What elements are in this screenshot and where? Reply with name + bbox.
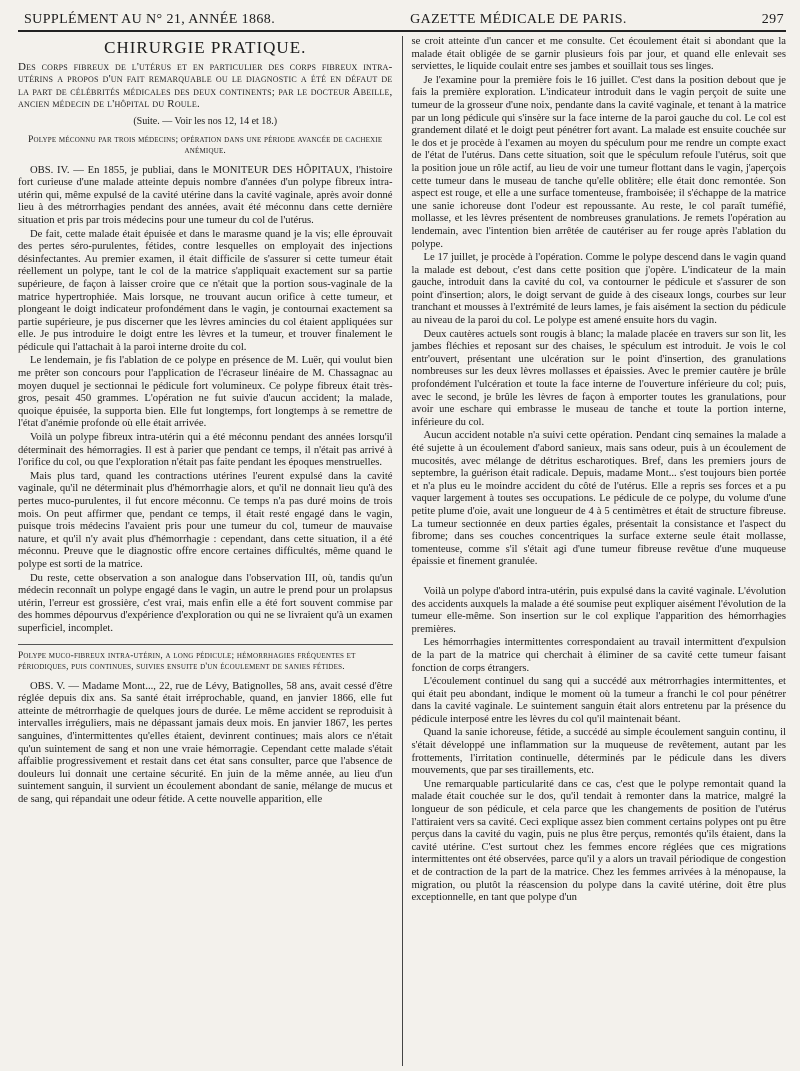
text-columns [18,36,786,1066]
paragraph: Une remarquable particularité dans ce cas, c'est que le polype remontait quand la malade était couchée sur le dos, qu'il tendait à remonter dans la matrice, malgré la longueur de son pédicule, et cela parce que les changements de position de l'utérus l'attiraient vers sa cavité. Ceci explique assez bien comment certains polypes ont pu être perçus dans la cavité du vagin, puis ne plus être perçus, remontés qu'ils étaient, dans la cavité utérine. C'est surtout chez les femmes encore réglées que ces migrations intermittentes ont été observées, parce qu'il y a alors un travail périodique de congestion et de contraction de la part de la matrice. Chez les femmes arrivées à la ménopause, la migration, ou plutôt la réascension du polype dans la cavité utérine, doit être plus exceptionnelle, en tant que polype d'un [411,778,786,904]
paragraph: Du reste, cette observation a son analogue dans l'observation III, où, tandis qu'un médecin reconnaît un polype engagé dans le vagin, un autre le prend pour un prolapsus utérin, l'erreur est grossière, c'est vrai, mais enfin elle a été fort souvent commise par des hommes dépourvus d'expérience d'exploration ou qui ne se livraient qu'à un examen superficiel, incomplet. [18,572,393,634]
right-column [411,36,786,1066]
paragraph: Je l'examine pour la première fois le 16 juillet. C'est dans la position debout que je fais la première exploration. L'indicateur introduit dans le vagin perçoit de suite une tumeur de la grosseur d'une noix, pendante dans la cavité vaginale, et tenant à la matrice par un long pédicule qui s'insère sur la face interne de la paroi gauche du col. Le col est grandement dilaté et le doigt peut pénétrer fort avant. La malade est ensuite couchée sur le dos et je procède à l'examen au moyen du spéculum pour me rendre un compte exact de l'état de l'utérus. Dans cette situation, soit que le spéculum refoule l'utérus, soit que la position joue un rôle actif, au lieu de voir une tumeur flottant dans le vagin, j'aperçois cette tumeur dans le museau de tanche qu'elle oblitère; elle était donc remontée. Son aspect est rouge, et elle a une surface tomenteuse, framboisée; il s'échappe de la matrice une sanie ichoreuse dont l'odeur est repoussante. Au reste, le col paraît tuméfié, mollasse, et les lèvres présentent de nombreuses granulations. Je remets l'opération au lendemain, avec l'intention bien arrêtée de cautériser au fer rouge après l'ablation du polype. [411,74,786,250]
column-divider [402,36,403,1066]
header-rule [18,30,786,32]
continuation-note: (Suite. — Voir les nos 12, 14 et 18.) [133,115,278,127]
paragraph: Voilà un polype fibreux intra-utérin qui a été méconnu pendant des années lorsqu'il déterminait des hémorragies. Il est à parier que pendant ce temps, il n'était pas arrivé à l'orifice du col, ou que l'exploration n'était pas faite pendant les époques menstruelles. [18,432,393,469]
article-heading: Des corps fibreux de l'utérus et en particulier des corps fibreux intra-utérins a propos d'un fait remarquable ou le diagnostic a été en défaut de la part de célébrités médicales des deux continents; par le docteur Abeille, ancien médecin de l'hôpital du Roule. [18,60,393,111]
right-body-1 [411,36,786,569]
paragraph: Le 17 juillet, je procède à l'opération. Comme le polype descend dans le vagin quand la malade est debout, c'est dans cette position que j'opère. L'indicateur de la main gauche, introduit dans la cavité du col, va contourner le pédicule et s'assurer de son point d'insertion; alors, le doigt servant de guide à des ciseaux longs, courbes sur leur tranchant et mousses à l'extrémité de leurs lames, je fais aisément la section du pédicule au niveau de la paroi du col. Le polype est amené ensuite hors du vagin. [411,252,786,327]
paragraph: Deux cautères actuels sont rougis à blanc; la malade placée en travers sur son lit, les jambes fléchies et reposant sur des chaises, le spéculum est introduit. Je vois le col entr'ouvert, présentant une ulcération sur le point d'insertion, des granulations nombreuses sur les deux lèvres mollasses et épaissies. Avec le premier cautère je brûle profondément l'ulcération et toute la face interne de l'ouverture inférieure du col; puis, avec le second, je brûle les lèvres de façon à emporter toutes les granulations, pour avoir une eschare qui embrasse le museau de tanche et toute la portion interne, inférieure du col. [411,328,786,428]
left-column [18,36,402,1066]
subhead-obs-iv: Polype méconnu par trois médecins; opération dans une période avancée de cachexie anémique. [28,134,383,156]
paragraph: OBS. IV. — En 1855, je publiai, dans le MONITEUR DES HÔPITAUX, l'histoire fort curieuse d'une malade atteinte depuis nombre d'années d'un polype fibreux intra-utérin qui, même expulsé de la cavité utérine dans la cavité vaginale, après avoir donné lieu à des métrorrhagies pendant des années, avait été méconnu dans cette dernière situation et pris par trois médecins pour une tumeur du col de l'utérus. [18,164,393,226]
paragraph: Quand la sanie ichoreuse, fétide, a succédé au simple écoulement sanguin continu, il s'était développé une inflammation sur la muqueuse de revêtement, autant par les frottements, l'irritation continuelle, déterminés par le pédicule dans les divers mouvements, que par ses tiraillements, etc. [411,727,786,777]
header-journal-title: GAZETTE MÉDICALE DE PARIS. [410,12,627,27]
section-title: CHIRURGIE PRATIQUE. [104,38,307,57]
left-body-2 [18,681,393,807]
paragraph: De fait, cette malade était épuisée et dans le marasme quand je la vis; elle éprouvait des pertes séro-purulentes, fétides, contre lesquelles on employait des injections désinfectantes. Au premier examen, il était difficile de s'assurer si cette tumeur était réellement un polype, tant le col de la matrice s'appliquait exactement sur sa partie supérieure, de façon à laisser croire que ce n'était que la portion sous-vaginale de la matrice hypertrophiée. Mais lorsque, ne trouvant aucun orifice à cette tumeur, et plongeant le doigt indicateur profondément dans le vagin, je contournai exactement sa partie supérieure, je pus discerner que les lèvres amincies du col étaient appliquées sur elle. Je pus introduire le doigt entre les lèvres et la tumeur, et trouver finalement le pédicule qui l'attachait à la paroi interne droite du col. [18,228,393,353]
paragraph: se croit atteinte d'un cancer et me consulte. Cet écoulement était si abondant que la malade était obligée de se garnir plusieurs fois par jour, et quand elle enlevait ses serviettes, le liquide coulait entre ses jambes et souillait tous ses linges. [411,36,786,73]
right-body-2 [411,586,786,905]
header-supplement: SUPPLÉMENT AU N° 21, ANNÉE 1868. [24,12,276,27]
left-body-1 [18,165,393,636]
header-page-number: 297 [761,12,784,27]
paragraph: Mais plus tard, quand les contractions utérines l'eurent expulsé dans la cavité vaginale, qu'il ne déterminait plus d'hémorrhagie alors, et qu'il ne donnait lieu qu'à des pertes muco-purulentes, il fut encore méconnu. Ce temps n'a pas duré moins de trois mois. On peut affirmer que, pendant ce temps, il était resté engagé dans le vagin, puisque trois médecins l'avaient pris pour une tumeur du col, tumeur de mauvaise nature, et qu'il n'y avait plus d'hémorrhagie : cependant, dans cette situation, il a été méconnu. Preuve que le diagnostic offre encore certaines difficultés, même quand le polype est sorti de la matrice. [18,470,393,570]
paragraph-gap [411,570,786,586]
subhead-obs-v: Polype muco-fibreux intra-utérin, a long pédicule; hémorrhagies fréquentes et périodiques, puis continues, suivies ensuite d'un écoulement de sanies fétides. [18,650,356,672]
section-divider [18,644,393,645]
paragraph: L'écoulement continuel du sang qui a succédé aux métrorrhagies intermittentes, et qui était peu abondant, indique le moment où la tumeur a franchi le col pour pénétrer dans la cavité vaginale. Le suintement sanguin était alors entretenu par la présence du pédicule interposé entre les lèvres du col qu'il maintenait béant. [411,676,786,725]
paragraph: OBS. V. — Madame Mont..., 22, rue de Lévy, Batignolles, 58 ans, avait cessé d'être réglée depuis dix ans. Sa santé était irréprochable, quand, en janvier 1866, elle fut atteinte de métrorrhagie de quelques jours de durée. Le même accident se reproduisit à intervalles irréguliers, mais ne dépassant jamais deux mois. En janvier 1867, les pertes sanguines, d'intermittentes qu'elles étaient, devinrent continues; mais alors ce n'était qu'un suintement de sang et non une vraie hémorragie. Cependant cette malade s'était affaiblie progressivement et restait dans cet état sans consulter, parce que l'absence de douleurs lui donnait une certaine sécurité. En juin de la même année, au lieu d'un suintement sanguin, il survient un écoulement abondant de sanie, mélange de mucus et de sang, qui répandait une odeur fétide. A cette nouvelle apparition, elle [18,680,393,805]
paragraph: Le lendemain, je fis l'ablation de ce polype en présence de M. Luër, qui voulut bien me prêter son concours pour l'application de l'écraseur linéaire de M. Chassagnac au moyen duquel je sectionnai le pédicule fort volumineux. Ce polype fibreux était très-gros, pesait 450 grammes. L'opération ne fut suivie d'aucun accident; la malade, quoique épuisée, la supporta bien. Elle fut longtemps, fort longtemps à se remettre de l'état d'anémie profonde où elle était arrivée. [18,355,393,430]
paragraph: Aucun accident notable n'a suivi cette opération. Pendant cinq semaines la malade a été sujette à un écoulement d'abord sanieux, mais sans odeur, puis à un écoulement de mucosités, avec mélange de détritus escharotiques. Bref, dans les premiers jours de septembre, la guérison était radicale. Depuis, madame Mont... s'est toujours bien portée et n'a plus eu le moindre accident du côté de l'utérus. Elle a repris ses forces et a pu vaquer largement à toutes ses occupations. Le pédicule de ce polype, du volume d'une petite plume d'oie, avait une longueur de 4 à 5 centimètres et était de structure fibreuse. La tumeur sectionnée en deux parties égales, présentait la consistance et l'aspect du fibrome; dans ses couches concentriques la surface externe seule était mollasse, tomenteuse, comme s'il s'était agi d'une tumeur fibreuse revêtue d'une muqueuse épaissie et finement granulée. [411,430,786,568]
running-header [18,12,786,30]
paragraph: Voilà un polype d'abord intra-utérin, puis expulsé dans la cavité vaginale. L'évolution des accidents auxquels la malade a été soumise peut expliquer aisément l'évolution de la tumeur elle-même. Son insertion sur le col explique l'apparition des hémorrhagies premières. [411,585,786,635]
paragraph: Les hémorrhagies intermittentes correspondaient au travail intermittent d'expulsion de la part de la matrice qui cherchait à éliminer de sa cavité cette tumeur faisant fonction de corps étrangers. [411,637,786,674]
